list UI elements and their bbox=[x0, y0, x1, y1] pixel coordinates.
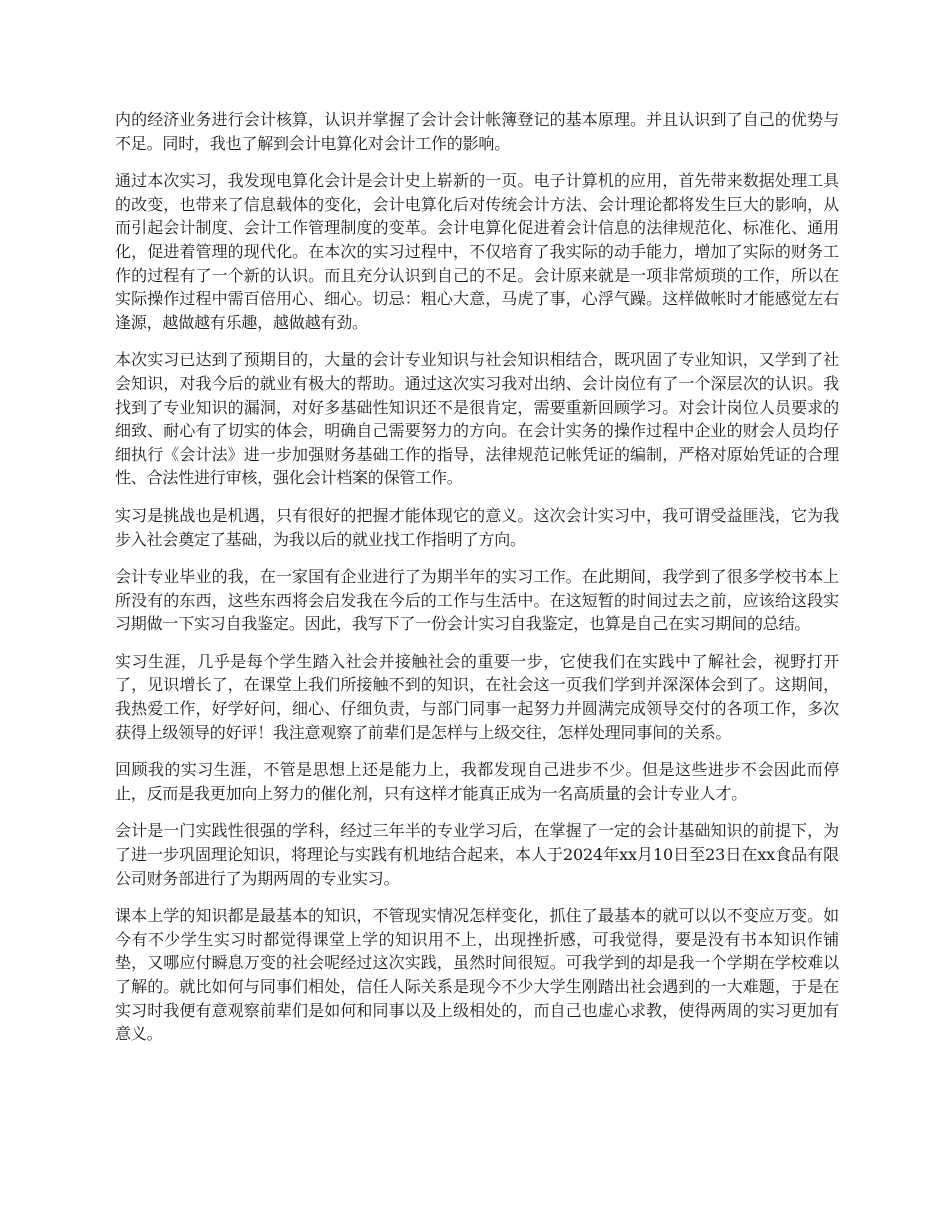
paragraph: 回顾我的实习生涯，不管是思想上还是能力上，我都发现自己进步不少。但是这些进步不会因此而停止，反而是我更加向上努力的催化剂，只有这样才能真正成为一名高质量的会计专业人才。 bbox=[115, 760, 839, 803]
paragraph: 实习是挑战也是机遇，只有很好的把握才能体现它的意义。这次会计实习中，我可谓受益匪浅，它为我步入社会奠定了基础，为我以后的就业找工作指明了方向。 bbox=[115, 505, 839, 549]
paragraph: 课本上学的知识都是最基本的知识，不管现实情况怎样变化，抓住了最基本的就可以以不变应万变。如今有不少学生实习时都觉得课堂上学的知识用不上，出现挫折感，可我觉得，要是没有书本知识作铺垫，又哪应付瞬息万变的社会呢经过这次实践，虽然时间很短。可我学到的却是我一个学期在学校难以了解的。就比如何与同事们相处，信任人际关系是现今不少大学生刚踏出社会遇到的一大难题，于是在实习时我便有意观察前辈们是如何和同事以及上级相处的，而自己也虚心求教，使得两周的实习更加有意义。 bbox=[115, 906, 839, 1044]
paragraph: 通过本次实习，我发现电算化会计是会计史上崭新的一页。电子计算机的应用，首先带来数据处理工具的改变，也带来了信息载体的变化，会计电算化后对传统会计方法、会计理论都将发生巨大的影响，从而引起会计制度、会计工作管理制度的变革。会计电算化促进着会计信息的法律规范化、标准化、通用化，促进着管理的现代化。在本次的实习过程中，不仅培育了我实际的动手能力，增加了实际的财务工作的过程有了一个新的认识。而且充分认识到自己的不足。会计原来就是一项非常烦琐的工作，所以在实际操作过程中需百倍用心、细心。切忌：粗心大意，马虎了事，心浮气躁。这样做帐时才能感觉左右逢源，越做越有乐趣，越做越有劲。 bbox=[115, 171, 839, 332]
paragraph: 内的经济业务进行会计核算，认识并掌握了会计会计帐簿登记的基本原理。并且认识到了自己的优势与不足。同时，我也了解到会计电算化对会计工作的影响。 bbox=[115, 110, 839, 153]
paragraph: 本次实习已达到了预期目的，大量的会计专业知识与社会知识相结合，既巩固了专业知识，又学到了社会知识，对我今后的就业有极大的帮助。通过这次实习我对出纳、会计岗位有了一个深层次的认识。我找到了专业知识的漏洞，对好多基础性知识还不是很肯定，需要重新回顾学习。对会计岗位人员要求的细致、耐心有了切实的体会，明确自己需要努力的方向。在会计实务的操作过程中企业的财会人员均仔细执行《会计法》进一步加强财务基础工作的指导，法律规范记帐凭证的编制，严格对原始凭证的合理性、合法性进行审核，强化会计档案的保管工作。 bbox=[115, 350, 839, 488]
paragraph: 实习生涯，几乎是每个学生踏入社会并接触社会的重要一步，它使我们在实践中了解社会，视野打开了，见识增长了，在课堂上我们所接触不到的知识，在社会这一页我们学到并深深体会到了。这期间，我热爱工作，好学好问，细心、仔细负责，与部门同事一起努力并圆满完成领导交付的各项工作，多次获得上级领导的好评！我注意观察了前辈们是怎样与上级交往，怎样处理同事间的关系。 bbox=[115, 651, 839, 742]
paragraph: 会计专业毕业的我，在一家国有企业进行了为期半年的实习工作。在此期间，我学到了很多学校书本上所没有的东西，这些东西将会启发我在今后的工作与生活中。在这短暂的时间过去之前，应该给这段实习期做一下实习自我鉴定。因此，我写下了一份会计实习自我鉴定，也算是自己在实习期间的总结。 bbox=[115, 567, 839, 634]
document-page bbox=[115, 108, 839, 1060]
paragraph: 会计是一门实践性很强的学科，经过三年半的专业学习后，在掌握了一定的会计基础知识的前提下，为了进一步巩固理论知识，将理论与实践有机地结合起来，本人于2024年xx月10日至23日在xx食品有限公司财务部进行了为期两周的专业实习。 bbox=[115, 821, 839, 888]
